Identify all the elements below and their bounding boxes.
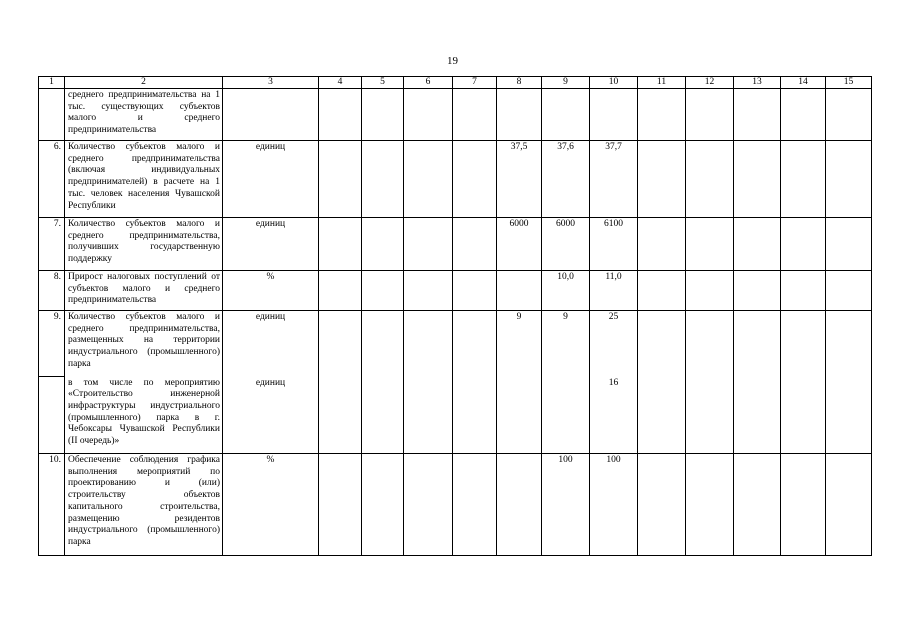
- column-header: 1: [39, 77, 65, 89]
- value-cell: 100: [542, 454, 590, 556]
- value-cell: 100: [590, 454, 638, 556]
- value-cell: 6000: [542, 218, 590, 271]
- indicator-name: среднего предпринимательства на 1 тыс. существующих субъектов малого и среднего предпринимательства: [65, 89, 223, 141]
- value-cell: [638, 271, 686, 311]
- unit-cell: %: [223, 271, 319, 311]
- indicator-name: Обеспечение соблюдения графика выполнения мероприятий по проектированию и (или) строительству объектов капитального строительства, размещению резидентов индустриального (промышленного) парка: [65, 454, 223, 556]
- column-header: 6: [404, 77, 453, 89]
- value-cell: [453, 141, 497, 218]
- value-cell: [826, 218, 872, 271]
- value-cell: [638, 311, 686, 377]
- value-cell: [686, 141, 734, 218]
- column-header: 3: [223, 77, 319, 89]
- value-cell: 16: [590, 377, 638, 454]
- value-cell: [734, 454, 781, 556]
- row-number: 6.: [39, 141, 65, 218]
- value-cell: [362, 141, 404, 218]
- value-cell: [404, 141, 453, 218]
- row-number: 8.: [39, 271, 65, 311]
- value-cell: [781, 271, 826, 311]
- table-row: [39, 454, 872, 556]
- value-cell: [826, 89, 872, 141]
- value-cell: [453, 218, 497, 271]
- unit-cell: [223, 89, 319, 141]
- value-cell: [404, 377, 453, 454]
- column-header: 12: [686, 77, 734, 89]
- value-cell: [453, 454, 497, 556]
- value-cell: [453, 89, 497, 141]
- value-cell: 6100: [590, 218, 638, 271]
- value-cell: [826, 311, 872, 377]
- row-number: 7.: [39, 218, 65, 271]
- value-cell: [781, 311, 826, 377]
- value-cell: [362, 311, 404, 377]
- value-cell: [638, 141, 686, 218]
- value-cell: [404, 311, 453, 377]
- value-cell: 25: [590, 311, 638, 377]
- value-cell: [319, 218, 362, 271]
- value-cell: [686, 311, 734, 377]
- unit-cell: единиц: [223, 218, 319, 271]
- table-row: [39, 377, 872, 454]
- value-cell: [319, 454, 362, 556]
- value-cell: [781, 377, 826, 454]
- value-cell: [319, 141, 362, 218]
- value-cell: [497, 89, 542, 141]
- column-header: 14: [781, 77, 826, 89]
- value-cell: [781, 141, 826, 218]
- value-cell: [734, 141, 781, 218]
- value-cell: [362, 89, 404, 141]
- value-cell: [638, 454, 686, 556]
- indicator-name: Количество субъектов малого и среднего предпринимательства, размещенных на территории индустриального (промышленного) парка: [65, 311, 223, 377]
- value-cell: [362, 454, 404, 556]
- value-cell: [319, 377, 362, 454]
- value-cell: 37,7: [590, 141, 638, 218]
- value-cell: [453, 377, 497, 454]
- value-cell: [590, 89, 638, 141]
- value-cell: [542, 89, 590, 141]
- value-cell: [497, 377, 542, 454]
- value-cell: [686, 454, 734, 556]
- value-cell: [362, 377, 404, 454]
- value-cell: [826, 377, 872, 454]
- column-header: 4: [319, 77, 362, 89]
- value-cell: [734, 89, 781, 141]
- value-cell: 10,0: [542, 271, 590, 311]
- page-number: 19: [447, 55, 458, 67]
- column-header: 10: [590, 77, 638, 89]
- row-number: 10.: [39, 454, 65, 556]
- column-header: 13: [734, 77, 781, 89]
- column-header: 9: [542, 77, 590, 89]
- unit-cell: единиц: [223, 311, 319, 377]
- unit-cell: единиц: [223, 377, 319, 454]
- value-cell: [734, 218, 781, 271]
- indicators-table: [38, 76, 872, 556]
- unit-cell: единиц: [223, 141, 319, 218]
- value-cell: [734, 271, 781, 311]
- value-cell: [453, 271, 497, 311]
- value-cell: 6000: [497, 218, 542, 271]
- table-row: [39, 89, 872, 141]
- table-row: [39, 218, 872, 271]
- indicator-name: Прирост налоговых поступлений от субъектов малого и среднего предпринимательства: [65, 271, 223, 311]
- value-cell: [542, 377, 590, 454]
- indicator-name: в том числе по мероприятию «Строительство инженерной инфраструктуры индустриального (промышленного) парка в г. Чебоксары Чувашской Республики (II очередь)»: [65, 377, 223, 454]
- value-cell: [686, 218, 734, 271]
- value-cell: [826, 454, 872, 556]
- indicator-name: Количество субъектов малого и среднего предпринимательства, получивших государственную поддержку: [65, 218, 223, 271]
- value-cell: [686, 89, 734, 141]
- value-cell: [362, 218, 404, 271]
- value-cell: [734, 311, 781, 377]
- value-cell: [453, 311, 497, 377]
- value-cell: [638, 218, 686, 271]
- value-cell: 37,6: [542, 141, 590, 218]
- value-cell: [404, 454, 453, 556]
- row-number: [39, 89, 65, 141]
- value-cell: 37,5: [497, 141, 542, 218]
- value-cell: 9: [497, 311, 542, 377]
- value-cell: [686, 377, 734, 454]
- value-cell: 11,0: [590, 271, 638, 311]
- value-cell: [404, 89, 453, 141]
- value-cell: [319, 271, 362, 311]
- value-cell: [319, 89, 362, 141]
- column-header: 8: [497, 77, 542, 89]
- table-row: [39, 311, 872, 377]
- value-cell: 9: [542, 311, 590, 377]
- column-header: 2: [65, 77, 223, 89]
- value-cell: [781, 454, 826, 556]
- indicator-name: Количество субъектов малого и среднего предпринимательства (включая индивидуальных предпринимателей) в расчете на 1 тыс. человек населения Чувашской Республики: [65, 141, 223, 218]
- value-cell: [497, 271, 542, 311]
- column-header: 7: [453, 77, 497, 89]
- value-cell: [686, 271, 734, 311]
- value-cell: [404, 271, 453, 311]
- column-header: 11: [638, 77, 686, 89]
- column-header: 5: [362, 77, 404, 89]
- table-header-row: [39, 77, 872, 89]
- row-number: 9.: [39, 311, 65, 377]
- value-cell: [497, 454, 542, 556]
- value-cell: [319, 311, 362, 377]
- column-header: 15: [826, 77, 872, 89]
- table-row: [39, 271, 872, 311]
- value-cell: [404, 218, 453, 271]
- value-cell: [638, 377, 686, 454]
- value-cell: [826, 271, 872, 311]
- unit-cell: %: [223, 454, 319, 556]
- value-cell: [362, 271, 404, 311]
- value-cell: [734, 377, 781, 454]
- table-row: [39, 141, 872, 218]
- value-cell: [826, 141, 872, 218]
- value-cell: [638, 89, 686, 141]
- value-cell: [781, 218, 826, 271]
- value-cell: [781, 89, 826, 141]
- row-number: [39, 377, 65, 454]
